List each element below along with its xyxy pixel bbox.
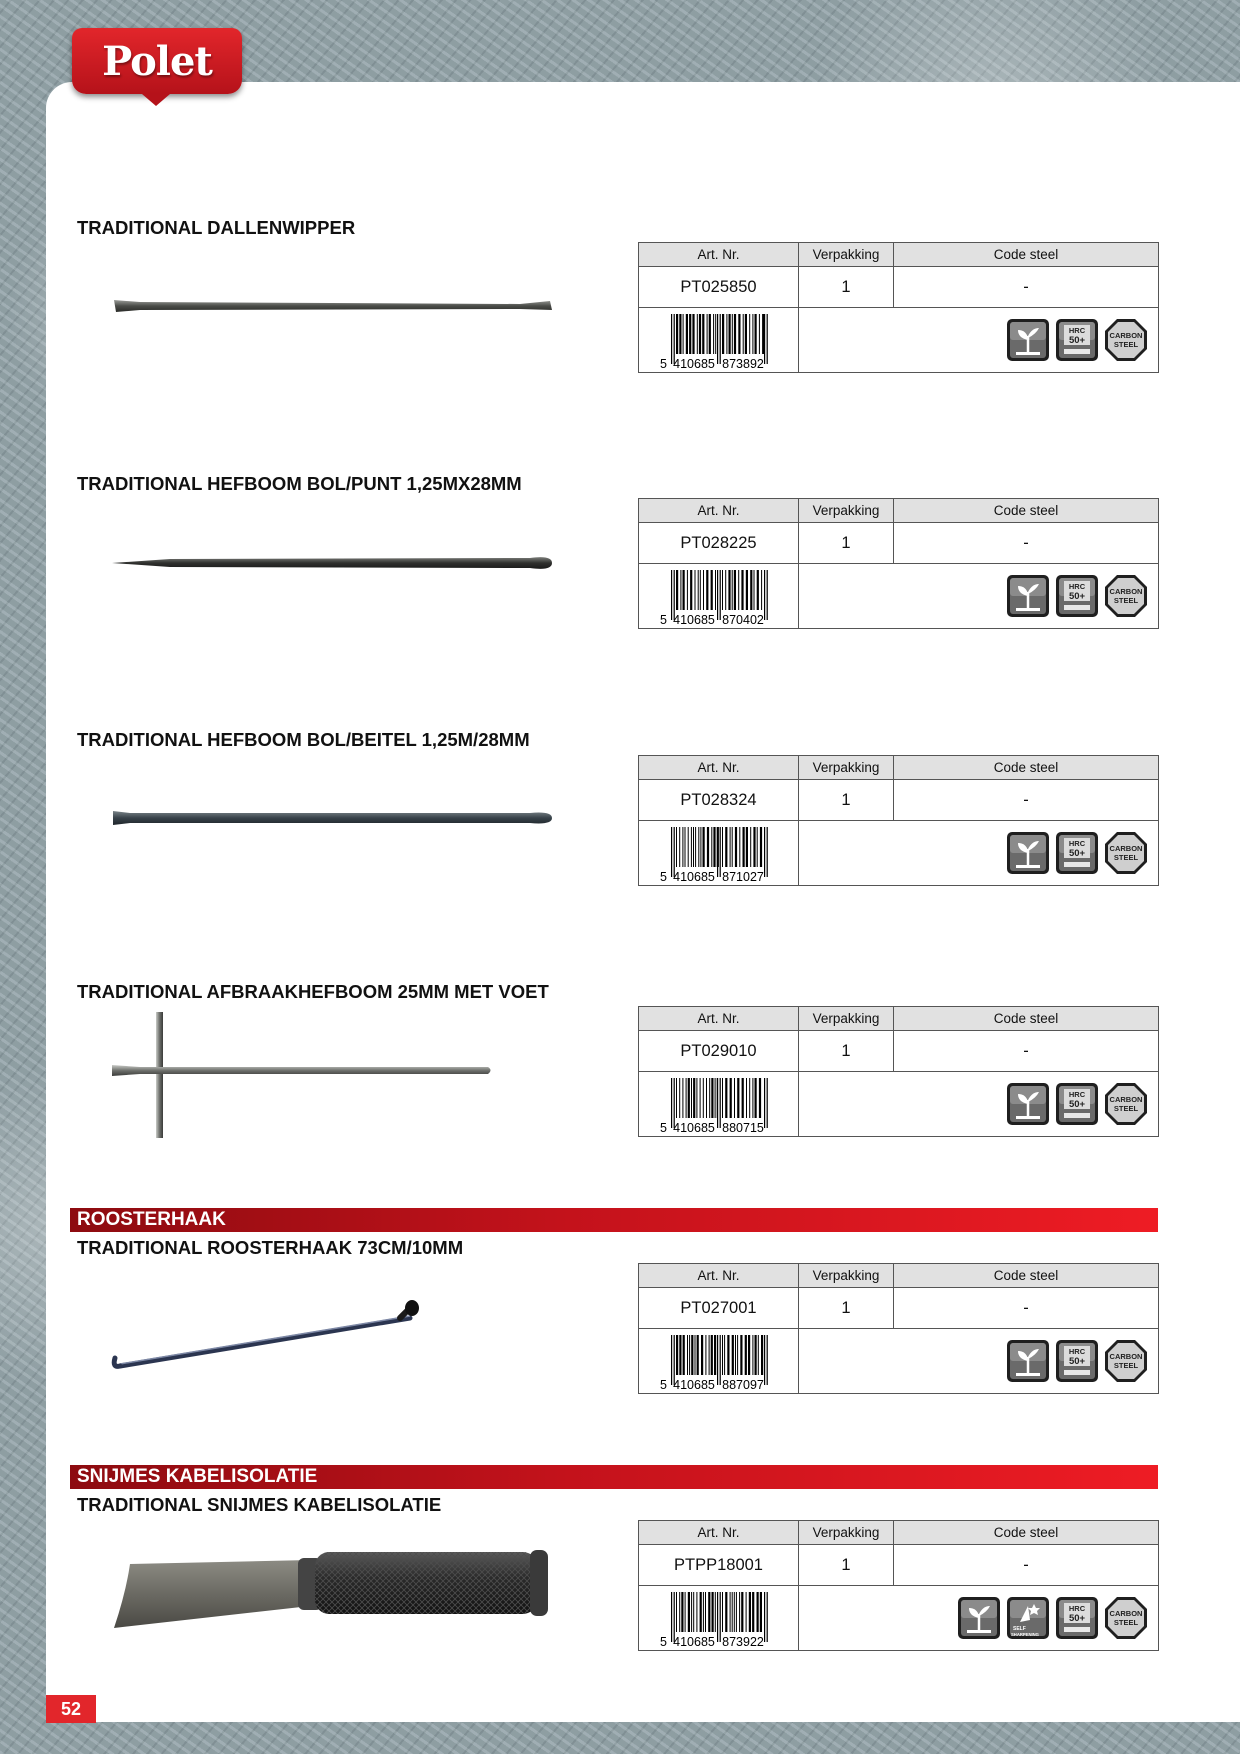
svg-text:SELF: SELF: [1013, 1626, 1026, 1632]
svg-text:50+: 50+: [1068, 1356, 1086, 1367]
carbon-steel-icon: [1104, 831, 1148, 875]
product-title: TRADITIONAL AFBRAAKHEFBOOM 25MM MET VOET: [77, 981, 549, 1002]
svg-text:STEEL: STEEL: [1113, 853, 1139, 862]
header-art-nr: Art. Nr.: [639, 1264, 799, 1288]
page-number: 52: [46, 1695, 96, 1723]
hrc-50-icon: [1055, 574, 1099, 618]
article-table: [638, 1006, 1159, 1137]
carbon-steel-icon: [1104, 574, 1148, 618]
plant-growth-icon: [1006, 831, 1050, 875]
svg-text:HRC: HRC: [1068, 582, 1086, 591]
verpakking-value: 1: [799, 267, 894, 308]
header-art-nr: Art. Nr.: [639, 756, 799, 780]
feature-icons: [1006, 574, 1148, 618]
header-code-steel: Code steel: [894, 1007, 1159, 1031]
svg-text:50+: 50+: [1068, 1613, 1086, 1624]
header-verpakking: Verpakking: [799, 1007, 894, 1031]
art-nr-value: PT028225: [639, 523, 799, 564]
verpakking-value: 1: [799, 1288, 894, 1329]
svg-text:50+: 50+: [1068, 335, 1086, 346]
svg-text:HRC: HRC: [1068, 1090, 1086, 1099]
hrc-50-icon: [1055, 1596, 1099, 1640]
svg-text:CARBON: CARBON: [1109, 1609, 1143, 1618]
barcode-right-digits: 870402: [721, 613, 764, 626]
code-steel-value: -: [894, 1288, 1159, 1329]
header-art-nr: Art. Nr.: [639, 499, 799, 523]
svg-text:STEEL: STEEL: [1113, 596, 1139, 605]
article-table: [638, 498, 1159, 629]
art-nr-value: PT028324: [639, 780, 799, 821]
svg-text:CARBON: CARBON: [1109, 1352, 1143, 1361]
barcode-left-digits: 410685: [672, 1378, 715, 1391]
article-table: [638, 1263, 1159, 1394]
hefboom-punt-image: [110, 550, 555, 576]
polet-logo: [72, 28, 242, 94]
svg-text:SHARPENING: SHARPENING: [1011, 1632, 1039, 1637]
carbon-steel-icon: [1104, 1596, 1148, 1640]
header-art-nr: Art. Nr.: [639, 243, 799, 267]
barcode-first-digit: 5: [659, 1378, 667, 1391]
carbon-steel-icon: [1104, 1082, 1148, 1126]
barcode-left-digits: 410685: [672, 613, 715, 626]
header-verpakking: Verpakking: [799, 756, 894, 780]
art-nr-value: PT029010: [639, 1031, 799, 1072]
carbon-steel-icon: [1104, 318, 1148, 362]
barcode-right-digits: 873922: [721, 1635, 764, 1648]
hefboom-beitel-image: [110, 804, 555, 832]
header-verpakking: Verpakking: [799, 1264, 894, 1288]
barcode-first-digit: 5: [659, 870, 667, 883]
svg-text:STEEL: STEEL: [1113, 1618, 1139, 1627]
barcode-right-digits: 880715: [721, 1121, 764, 1134]
header-verpakking: Verpakking: [799, 1521, 894, 1545]
barcode-cell: [639, 821, 799, 886]
article-table: [638, 755, 1159, 886]
svg-text:CARBON: CARBON: [1109, 331, 1143, 340]
product-title: TRADITIONAL DALLENWIPPER: [77, 217, 356, 238]
svg-text:CARBON: CARBON: [1109, 587, 1143, 596]
barcode-first-digit: 5: [659, 1635, 667, 1648]
dallenwipper-image: [110, 292, 555, 320]
self-sharpening-icon: [1006, 1596, 1050, 1640]
code-steel-value: -: [894, 780, 1159, 821]
feature-icons: [957, 1596, 1148, 1640]
carbon-steel-icon: [1104, 1339, 1148, 1383]
svg-text:CARBON: CARBON: [1109, 1095, 1143, 1104]
code-steel-value: -: [894, 1545, 1159, 1586]
header-verpakking: Verpakking: [799, 243, 894, 267]
svg-text:HRC: HRC: [1068, 1347, 1086, 1356]
barcode-cell: [639, 1329, 799, 1394]
header-code-steel: Code steel: [894, 243, 1159, 267]
barcode-cell: [639, 564, 799, 629]
barcode-cell: [639, 308, 799, 373]
article-table: [638, 1520, 1159, 1651]
plant-growth-icon: [1006, 318, 1050, 362]
barcode: [659, 1078, 779, 1134]
article-table: [638, 242, 1159, 373]
svg-text:STEEL: STEEL: [1113, 340, 1139, 349]
feature-icons: [1006, 831, 1148, 875]
barcode-cell: [639, 1586, 799, 1651]
svg-text:STEEL: STEEL: [1113, 1361, 1139, 1370]
barcode-left-digits: 410685: [672, 870, 715, 883]
code-steel-value: -: [894, 267, 1159, 308]
svg-text:HRC: HRC: [1068, 839, 1086, 848]
svg-text:STEEL: STEEL: [1113, 1104, 1139, 1113]
section-bar-snijmes: [70, 1465, 1158, 1489]
barcode: [659, 1335, 779, 1391]
art-nr-value: PT025850: [639, 267, 799, 308]
plant-growth-icon: [1006, 1082, 1050, 1126]
svg-text:CARBON: CARBON: [1109, 844, 1143, 853]
afbraakhefboom-image: [110, 1008, 495, 1138]
header-art-nr: Art. Nr.: [639, 1521, 799, 1545]
barcode-first-digit: 5: [659, 357, 667, 370]
hrc-50-icon: [1055, 831, 1099, 875]
barcode: [659, 570, 779, 626]
barcode-right-digits: 887097: [721, 1378, 764, 1391]
product-title: TRADITIONAL HEFBOOM BOL/BEITEL 1,25M/28MM: [77, 729, 530, 750]
barcode-left-digits: 410685: [672, 1635, 715, 1648]
verpakking-value: 1: [799, 1031, 894, 1072]
hrc-50-icon: [1055, 318, 1099, 362]
verpakking-value: 1: [799, 1545, 894, 1586]
barcode: [659, 1592, 779, 1648]
svg-text:50+: 50+: [1068, 591, 1086, 602]
barcode-right-digits: 873892: [721, 357, 764, 370]
barcode-cell: [639, 1072, 799, 1137]
header-code-steel: Code steel: [894, 756, 1159, 780]
hrc-50-icon: [1055, 1082, 1099, 1126]
section-label: ROOSTERHAAK: [77, 1209, 226, 1230]
plant-growth-icon: [957, 1596, 1001, 1640]
plant-growth-icon: [1006, 574, 1050, 618]
hrc-50-icon: [1055, 1339, 1099, 1383]
snijmes-image: [110, 1542, 555, 1632]
plant-growth-icon: [1006, 1339, 1050, 1383]
barcode-first-digit: 5: [659, 613, 667, 626]
feature-icons: [1006, 1339, 1148, 1383]
roosterhaak-image: [110, 1296, 430, 1376]
feature-icons: [1006, 318, 1148, 362]
product-title: TRADITIONAL SNIJMES KABELISOLATIE: [77, 1494, 442, 1515]
svg-text:HRC: HRC: [1068, 1604, 1086, 1613]
svg-text:50+: 50+: [1068, 848, 1086, 859]
header-verpakking: Verpakking: [799, 499, 894, 523]
section-label: SNIJMES KABELISOLATIE: [77, 1466, 318, 1487]
art-nr-value: PT027001: [639, 1288, 799, 1329]
product-title: TRADITIONAL ROOSTERHAAK 73CM/10MM: [77, 1237, 464, 1258]
header-code-steel: Code steel: [894, 1264, 1159, 1288]
art-nr-value: PTPP18001: [639, 1545, 799, 1586]
barcode: [659, 314, 779, 370]
logo-text: Polet: [102, 37, 212, 85]
code-steel-value: -: [894, 523, 1159, 564]
header-art-nr: Art. Nr.: [639, 1007, 799, 1031]
verpakking-value: 1: [799, 780, 894, 821]
barcode-left-digits: 410685: [672, 357, 715, 370]
product-title: TRADITIONAL HEFBOOM BOL/PUNT 1,25MX28MM: [77, 473, 522, 494]
header-code-steel: Code steel: [894, 1521, 1159, 1545]
svg-text:HRC: HRC: [1068, 326, 1086, 335]
section-bar-roosterhaak: [70, 1208, 1158, 1232]
barcode-first-digit: 5: [659, 1121, 667, 1134]
svg-text:50+: 50+: [1068, 1099, 1086, 1110]
header-code-steel: Code steel: [894, 499, 1159, 523]
feature-icons: [1006, 1082, 1148, 1126]
barcode: [659, 827, 779, 883]
barcode-left-digits: 410685: [672, 1121, 715, 1134]
verpakking-value: 1: [799, 523, 894, 564]
barcode-right-digits: 871027: [721, 870, 764, 883]
code-steel-value: -: [894, 1031, 1159, 1072]
